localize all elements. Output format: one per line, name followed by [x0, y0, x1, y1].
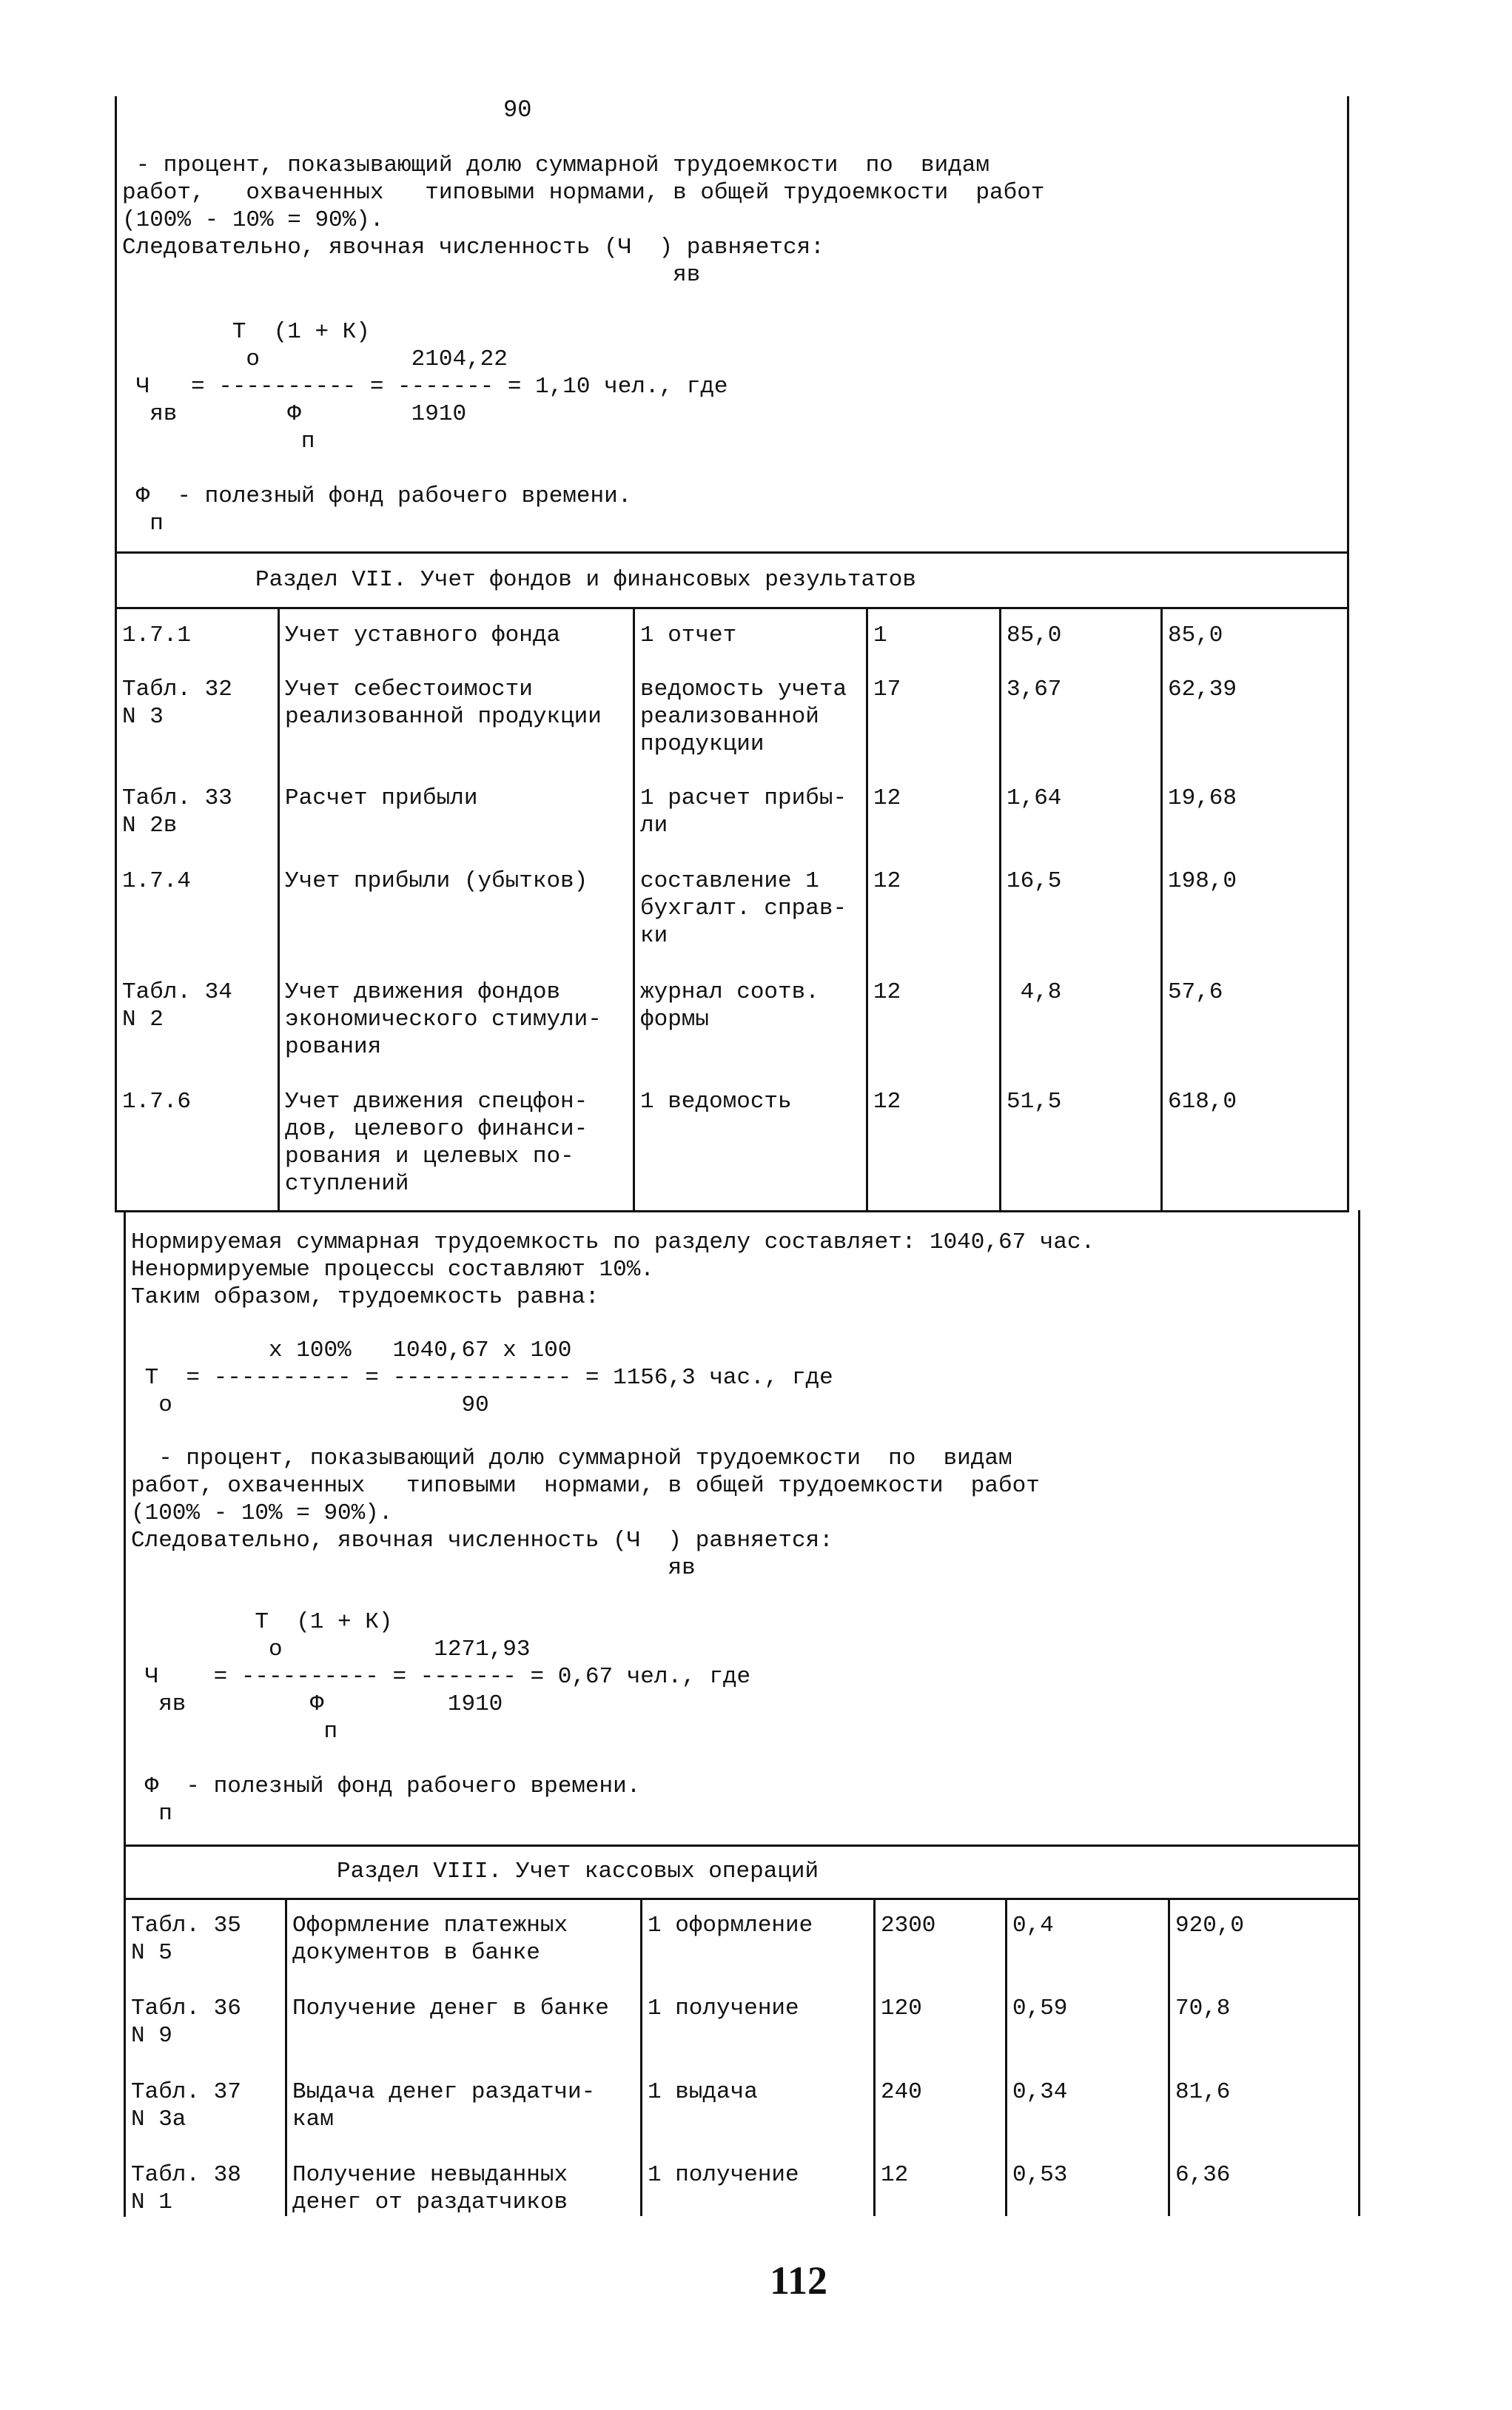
s7-col-line	[999, 607, 1001, 1212]
formula-line: Ч = ---------- = ------- = 1,10 чел., где	[122, 374, 728, 400]
cell-code: N 9	[131, 2023, 172, 2049]
cell-name: рования	[285, 1034, 382, 1060]
cell-norm: 51,5	[1007, 1089, 1062, 1115]
cell-unit: продукции	[640, 731, 765, 757]
cell-name: Учет уставного фонда	[285, 622, 561, 648]
cell-name: дов, целевого финанси-	[285, 1116, 588, 1142]
cell-norm: 0,4	[1012, 1913, 1054, 1939]
cell-qty: 12	[873, 1089, 901, 1115]
cell-qty: 1	[873, 622, 887, 648]
formula-line: Ч = ---------- = ------- = 0,67 чел., где	[131, 1664, 751, 1690]
cell-name: Расчет прибыли	[285, 785, 478, 811]
cell-qty: 240	[881, 2079, 922, 2105]
cell-name: реализованной продукции	[285, 704, 602, 730]
frame-right-upper	[1347, 96, 1349, 1212]
s8-col-line	[873, 1898, 876, 2216]
cell-code: Табл. 33	[122, 785, 232, 811]
cell-code: N 2	[122, 1007, 164, 1033]
s7-col-line	[866, 607, 868, 1212]
note-line: п	[131, 1801, 172, 1827]
cell-total: 198,0	[1168, 868, 1237, 894]
formula-line: о 2104,22	[122, 346, 508, 372]
cell-total: 62,39	[1168, 677, 1237, 702]
formula-line: п	[122, 429, 315, 454]
cell-unit: 1 выдача	[648, 2079, 758, 2105]
cell-name: Получение денег в банке	[292, 1996, 609, 2021]
cell-norm: 4,8	[1007, 979, 1062, 1005]
cell-qty: 2300	[881, 1913, 936, 1939]
text-line: - процент, показывающий долю суммарной трудоемкости по видам	[131, 1446, 1012, 1471]
text-line: - процент, показывающий долю суммарной трудоемкости по видам	[122, 152, 989, 178]
cell-qty: 17	[873, 677, 901, 702]
s8-col-line	[285, 1898, 287, 2216]
s7-col-line	[1160, 607, 1163, 1212]
cell-norm: 16,5	[1007, 868, 1062, 894]
s7-col-line	[278, 607, 280, 1212]
s8-col-line	[1358, 1898, 1360, 2216]
page-number: 112	[770, 2258, 828, 2303]
section8-top-rule	[124, 1845, 1360, 1847]
cell-name: ступлений	[285, 1171, 409, 1197]
cell-code: Табл. 36	[131, 1996, 241, 2021]
text-line: (100% - 10% = 90%).	[131, 1500, 393, 1526]
cell-norm: 3,67	[1007, 677, 1062, 702]
cell-norm: 0,53	[1012, 2162, 1068, 2188]
s8-header-left	[124, 1845, 126, 1900]
cell-code: 1.7.6	[122, 1089, 192, 1115]
text-line: работ, охваченных типовыми нормами, в общей трудоемкости работ	[131, 1473, 1040, 1499]
cell-qty: 12	[873, 785, 901, 811]
cell-unit: ки	[640, 923, 668, 949]
cell-code: N 3а	[131, 2107, 187, 2132]
cell-norm: 85,0	[1007, 622, 1062, 648]
cell-total: 85,0	[1168, 622, 1223, 648]
cell-unit: ведомость учета	[640, 677, 847, 702]
cell-total: 19,68	[1168, 785, 1237, 811]
section7-title: Раздел VII. Учет фондов и финансовых результатов	[255, 567, 916, 593]
cell-unit: 1 получение	[648, 1996, 799, 2021]
cell-unit: реализованной	[640, 704, 819, 730]
cell-code: Табл. 32	[122, 677, 232, 702]
cell-unit: журнал соотв.	[640, 979, 819, 1005]
top-page-number: 90	[503, 96, 532, 124]
text-line: (100% - 10% = 90%).	[122, 207, 384, 233]
text-line: работ, охваченных типовыми нормами, в общей трудоемкости работ	[122, 180, 1045, 206]
cell-code: N 2в	[122, 813, 178, 839]
cell-qty: 12	[873, 979, 901, 1005]
s8-header-right	[1358, 1845, 1360, 1900]
text-line: Ненормируемые процессы составляют 10%.	[131, 1257, 654, 1283]
cell-code: N 5	[131, 1940, 172, 1966]
cell-unit: 1 оформление	[648, 1913, 813, 1939]
s7-col-line	[633, 607, 635, 1212]
cell-total: 81,6	[1175, 2079, 1231, 2105]
cell-unit: составление 1	[640, 868, 819, 894]
formula-line: Т (1 + К)	[122, 319, 370, 345]
section7-top-rule	[115, 551, 1349, 554]
cell-total: 6,36	[1175, 2162, 1231, 2188]
note-line: п	[122, 511, 164, 537]
cell-name: документов в банке	[292, 1940, 540, 1966]
text-line: Таким образом, трудоемкость равна:	[131, 1284, 599, 1310]
cell-unit: бухгалт. справ-	[640, 896, 847, 922]
cell-name: Учет прибыли (убытков)	[285, 868, 588, 894]
cell-code: Табл. 35	[131, 1913, 241, 1939]
cell-name: рования и целевых по-	[285, 1144, 574, 1169]
frame-right-lower	[1358, 1210, 1360, 1845]
cell-qty: 120	[881, 1996, 922, 2021]
cell-name: Оформление платежных	[292, 1913, 568, 1939]
cell-name: Учет движения фондов	[285, 979, 561, 1005]
s8-col-line	[1005, 1898, 1007, 2216]
cell-code: Табл. 38	[131, 2162, 241, 2188]
cell-qty: 12	[873, 868, 901, 894]
cell-code: N 1	[131, 2189, 172, 2215]
section7-bottom-rule	[115, 1210, 1349, 1212]
cell-code: Табл. 34	[122, 979, 232, 1005]
cell-name: Получение невыданных	[292, 2162, 568, 2188]
cell-name: экономического стимули-	[285, 1007, 602, 1033]
cell-total: 920,0	[1175, 1913, 1245, 1939]
cell-name: Выдача денег раздатчи-	[292, 2079, 596, 2105]
formula-line: о 90	[131, 1392, 489, 1418]
cell-total: 57,6	[1168, 979, 1223, 1005]
cell-code: 1.7.1	[122, 622, 192, 648]
cell-unit: ли	[640, 813, 668, 839]
formula-line: х 100% 1040,67 х 100	[131, 1337, 572, 1363]
section8-title: Раздел VIII. Учет кассовых операций	[337, 1859, 819, 1884]
formula-line: Т (1 + К)	[131, 1609, 393, 1635]
formula-line: п	[131, 1719, 338, 1745]
cell-norm: 1,64	[1007, 785, 1062, 811]
s8-col-line	[1168, 1898, 1170, 2216]
section8-header-rule	[124, 1898, 1360, 1900]
formula-line: о 1271,93	[131, 1637, 531, 1662]
text-line: яв	[122, 262, 701, 288]
cell-code: N 3	[122, 704, 164, 730]
cell-name: денег от раздатчиков	[292, 2189, 568, 2215]
cell-total: 70,8	[1175, 1996, 1231, 2021]
cell-unit: 1 отчет	[640, 622, 737, 648]
frame-left-upper	[115, 96, 117, 1212]
formula-line: Т = ---------- = ------------- = 1156,3 час., где	[131, 1365, 833, 1391]
cell-unit: 1 ведомость	[640, 1089, 792, 1115]
text-line: яв	[131, 1555, 696, 1581]
formula-line: яв Ф 1910	[122, 401, 467, 427]
frame-left-lower	[124, 1210, 126, 2217]
cell-total: 618,0	[1168, 1089, 1237, 1115]
cell-name: Учет движения спецфон-	[285, 1089, 588, 1115]
cell-norm: 0,59	[1012, 1996, 1068, 2021]
cell-name: кам	[292, 2107, 334, 2132]
cell-unit: 1 получение	[648, 2162, 799, 2188]
formula-line: яв Ф 1910	[131, 1691, 503, 1717]
cell-name: Учет себестоимости	[285, 677, 533, 702]
cell-qty: 12	[881, 2162, 909, 2188]
cell-unit: формы	[640, 1007, 710, 1033]
cell-code: Табл. 37	[131, 2079, 241, 2105]
text-line: Нормируемая суммарная трудоемкость по разделу составляет: 1040,67 час.	[131, 1229, 1095, 1255]
cell-unit: 1 расчет прибы-	[640, 785, 847, 811]
s8-col-line	[640, 1898, 642, 2216]
cell-code: 1.7.4	[122, 868, 192, 894]
text-line: Следовательно, явочная численность (Ч ) равняется:	[122, 235, 824, 261]
section7-header-rule	[115, 607, 1349, 609]
note-line: Ф - полезный фонд рабочего времени.	[122, 483, 632, 509]
text-line: Следовательно, явочная численность (Ч ) равняется:	[131, 1528, 833, 1554]
cell-norm: 0,34	[1012, 2079, 1068, 2105]
note-line: Ф - полезный фонд рабочего времени.	[131, 1773, 641, 1799]
